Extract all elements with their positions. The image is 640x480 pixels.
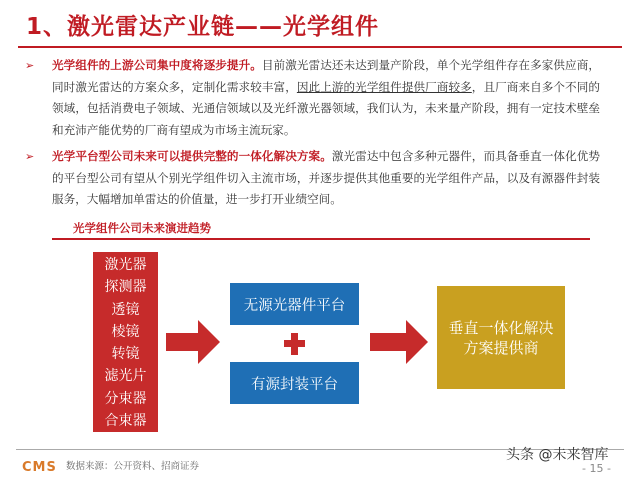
component-item: 分束器 — [104, 390, 147, 407]
bullet-1-underlined: 因此上游的光学组件提供厂商较多 — [296, 79, 472, 94]
title-divider — [18, 46, 622, 48]
bullet-point-2 — [25, 146, 600, 211]
component-item: 棱镜 — [111, 323, 140, 340]
bullet-1-text-b: ，且厂商来自多个不同的领域，包括消费电子领域、光通信领域以及光纤激光器领域，我们认为，未来量产阶段，拥有一定技术壁垒和充沛产能优势的厂商有望成为市场主流玩家。 — [52, 79, 600, 137]
right-arrow-icon — [166, 320, 222, 364]
solution-line-2: 方案提供商 — [463, 338, 539, 357]
diagram-subtitle: 光学组件公司未来演进趋势 — [73, 221, 211, 235]
bullet-1-highlight: 光学组件的上游公司集中度将逐步提升。 — [52, 58, 262, 72]
active-platform-box: 有源封装平台 — [230, 362, 359, 404]
bullet-arrow-icon: ➢ — [25, 150, 35, 163]
watermark: 头条 @未来智库 — [506, 447, 609, 463]
bullet-point-1 — [25, 55, 600, 141]
bullet-2-text: 激光雷达中包含多种元器件，而具备垂直一体化优势的平台型公司有望从个别光学组件切入主流市场，并逐步提供其他重要的光学组件产品，以及有源器件封装服务，大幅增加单雷达的价值量，进一步打开业绩空间。 — [52, 149, 600, 206]
solution-line-1: 垂直一体化解决 — [448, 318, 554, 337]
bullet-1-text-a: 目前激光雷达还未达到量产阶段，单个光学组件存在多家供应商，同时激光雷达的方案众多，定制化需求较丰富， — [52, 58, 600, 94]
page-title: 1、激光雷达产业链——光学组件 — [26, 14, 380, 40]
component-item: 转镜 — [111, 346, 140, 363]
source-text: 数据来源：公开资料、招商证券 — [66, 461, 200, 472]
data-source — [66, 458, 199, 472]
component-item: 激光器 — [104, 257, 147, 274]
logo-cms-text: CMS — [22, 459, 57, 475]
page-number: - 15 - — [582, 462, 611, 475]
right-arrow-icon — [370, 320, 430, 364]
company-logo — [22, 457, 57, 477]
component-item: 合束器 — [104, 412, 147, 429]
component-item: 透镜 — [111, 301, 140, 318]
integrated-solution-box — [437, 286, 565, 389]
subtitle-divider — [52, 238, 590, 240]
bullet-arrow-icon: ➢ — [25, 59, 35, 72]
passive-platform-box: 无源光器件平台 — [230, 283, 359, 325]
component-list-box — [93, 252, 158, 432]
plus-icon-bar — [284, 340, 305, 347]
bullet-2-highlight: 光学平台型公司未来可以提供完整的一体化解决方案。 — [52, 149, 332, 163]
component-item: 探测器 — [104, 279, 147, 296]
component-item: 滤光片 — [104, 368, 147, 385]
